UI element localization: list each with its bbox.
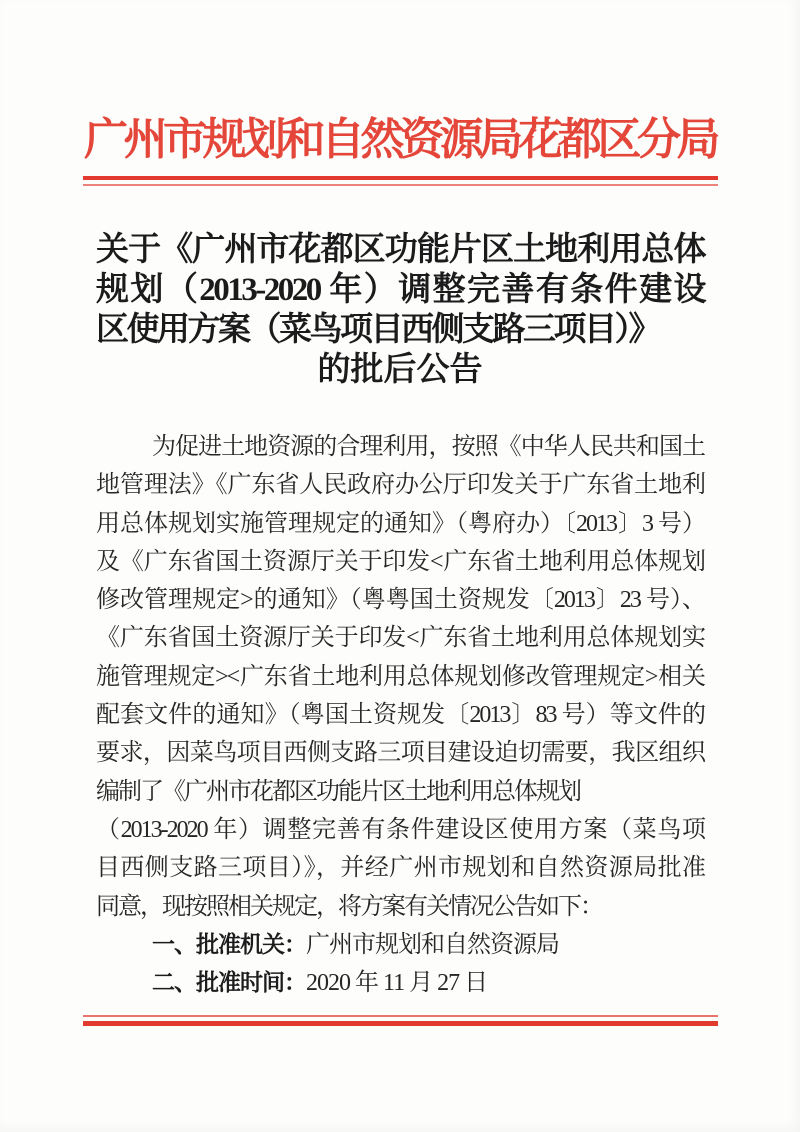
document-title-line-2: 规划（2013-2020 年）调整完善有条件建设 (96, 272, 704, 308)
body-line-13: 同意，现按照相关规定，将方案有关情况公告如下： (96, 893, 602, 920)
approval-authority-label: 一、批准机关： (152, 931, 306, 958)
body-line-6: 《广东省国土资源厅关于印发<广东省土地利用总体规划实 (96, 625, 704, 652)
document-title (96, 230, 704, 390)
approval-date-value: 2020 年 11 月 27 日 (306, 970, 488, 997)
approval-authority-value: 广州市规划和自然资源局 (306, 931, 559, 958)
footer-rule-thick (83, 1021, 718, 1026)
body-line-1: 为促进土地资源的合理利用，按照《中华人民共和国土 (152, 434, 704, 460)
footer-rule-thin (83, 1015, 718, 1017)
agency-header-title: 广州市规划和自然资源局花都区分局 (84, 115, 716, 164)
body-line-11: （2013-2020 年）调整完善有条件建设区使用方案（菜鸟项 (96, 816, 704, 843)
body-line-7: 施管理规定><广东省土地利用总体规划修改管理规定>相关 (96, 663, 704, 690)
body-line-9: 要求，因菜鸟项目西侧支路三项目建设迫切需要，我区组织 (96, 740, 704, 767)
body-line-12: 目西侧支路三项目）》，并经广州市规划和自然资源局批准 (96, 855, 704, 882)
document-title-line-3: 区使用方案（菜鸟项目西侧支路三项目）》 (96, 312, 659, 348)
approval-authority-item (96, 926, 704, 964)
approval-date-label: 二、批准时间： (152, 970, 306, 997)
header-rule-thin (83, 184, 718, 186)
body-text (96, 428, 704, 1002)
footer-double-rule (83, 1015, 718, 1026)
body-line-10: 编制了《广州市花都区功能片区土地利用总体规划 (96, 778, 580, 805)
document-title-line-4: 的批后公告 (317, 352, 483, 388)
document-title-line-1: 关于《广州市花都区功能片区土地利用总体 (96, 232, 704, 268)
body-line-2: 地管理法》《广东省人民政府办公厅印发关于广东省土地利 (96, 472, 704, 499)
header-rule-thick (83, 176, 718, 180)
body-line-8: 配套文件的通知》（粤国土资规发〔2013〕83 号）等文件的 (96, 702, 704, 729)
header-double-rule (83, 176, 718, 186)
body-line-4: 及《广东省国土资源厅关于印发<广东省土地利用总体规划 (96, 548, 704, 575)
body-line-3: 用总体规划实施管理规定的通知》（粤府办）〔2013〕3 号） (96, 510, 704, 537)
body-line-5: 修改管理规定>的通知》（粤粤国土资规发〔2013〕23 号）、 (96, 587, 704, 614)
approval-date-item (96, 964, 704, 1002)
